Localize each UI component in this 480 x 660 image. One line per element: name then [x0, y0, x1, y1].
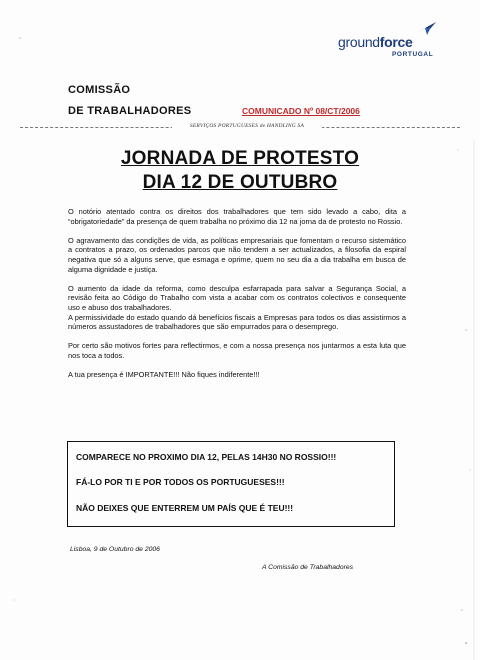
paragraph-3: O aumento da idade da reforma, como desculpa esfarrapada para salvar a Segurança Social, a revisão feita ao Código do Trabalho com vista a acabar com os contratos colectivos e consequente uso e abuso dos trabalhadores. — [68, 283, 406, 312]
paragraph-5: Por certo são motivos fortes para reflectirmos, e com a nossa presença nos juntarmos a esta luta que nos toca a todos. — [68, 341, 406, 360]
paragraph-4: A permissividade do estado quando dá benefícios fiscais a Empresas para todos os dias assistirmos a números assustadores de trabalhadores que são empurrados para o desemprego. — [68, 312, 406, 332]
callout-line-2: FÁ-LO POR TI E POR TODOS OS PORTUGUESES!!! — [76, 477, 285, 487]
callout-line-1: COMPARECE NO PROXIMO DIA 12, PELAS 14H30 NO ROSSIO!!! — [76, 452, 337, 462]
callout-line-3: NÃO DEIXES QUE ENTERREM UM PAÍS QUE É TEU!!! — [76, 503, 294, 513]
comunicado-number: COMUNICADO Nº 08/CT/2006 — [242, 106, 360, 116]
logo-country: PORTUGAL — [392, 51, 434, 58]
groundforce-logo — [338, 22, 448, 62]
header-comissao: COMISSÃO — [68, 84, 131, 96]
header-trabalhadores: DE TRABALHADORES — [68, 105, 192, 117]
paragraph-6: A tua presença é IMPORTANTE!!! Não fiques indiferente!!! — [68, 370, 260, 380]
company-tagline: SERVIÇOS PORTUGUESES de HANDLING SA — [172, 123, 322, 129]
paragraph-2: O agravamento das condições de vida, as políticas empresariais que fomentam o recurso sistemático a contratos a prazo, os ordenados parcos que não tendem a ser actualizados, a filosofia da espiral negativa que só a alguns serve, que esmaga e oprime, quem no seu dia a dia trabalha em busca de alguma dignidade e justiça. — [68, 235, 406, 274]
title-line-2: DIA 12 DE OUTUBRO — [142, 172, 338, 193]
plane-arrow-icon — [416, 20, 438, 38]
title-line-1: JORNADA DE PROTESTO — [120, 148, 360, 169]
callout-box — [67, 441, 395, 527]
signature: A Comissão de Trabalhadores — [262, 564, 354, 571]
body-text — [68, 207, 406, 389]
place-date: Lisboa, 9 de Outubro de 2006 — [70, 546, 160, 553]
logo-wordmark: groundforce — [338, 34, 413, 50]
paragraph-1: O notório atentado contra os direitos dos trabalhadores que tem sido levado a cabo, dita a “obrigatoriedade” da presença de quem trabalha no próximo dia 12 na jorna da de protesto no Rossio. — [68, 207, 406, 226]
